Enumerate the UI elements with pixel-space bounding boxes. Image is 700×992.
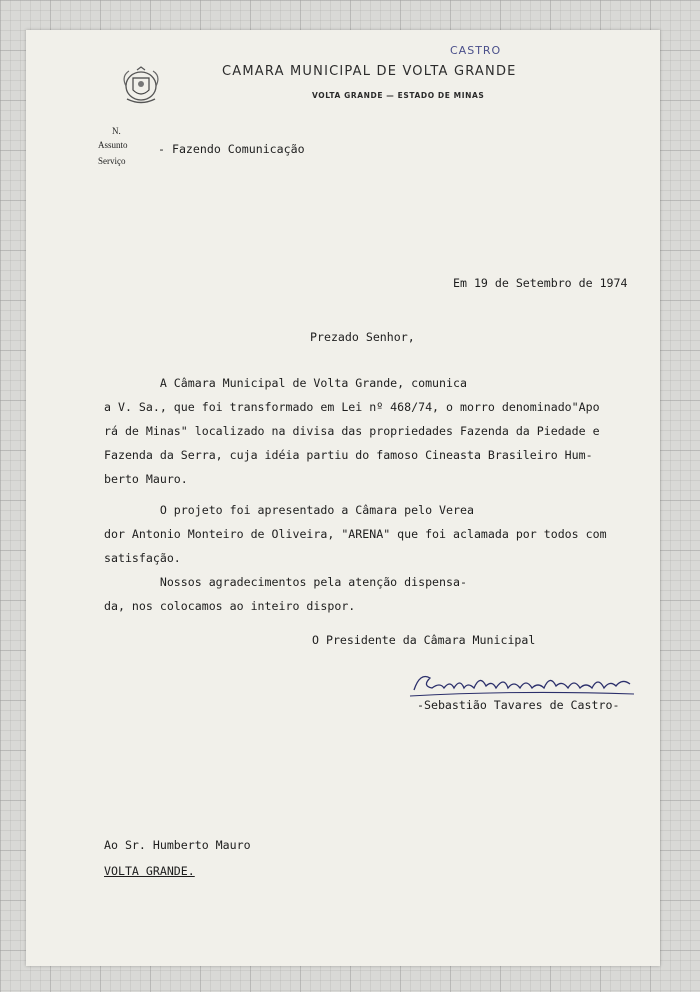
subject-label: Assunto: [98, 140, 128, 150]
signatory-name: -Sebastião Tavares de Castro-: [417, 698, 620, 712]
paragraph-2-line-3: satisfação.: [104, 551, 181, 565]
paragraph-1-line-3: rá de Minas" localizado na divisa das propriedades Fazenda da Piedade e: [104, 424, 600, 438]
paragraph-1-line-4: Fazenda da Serra, cuja idéia partiu do famoso Cineasta Brasileiro Hum-: [104, 448, 593, 462]
paragraph-3-line-2: da, nos colocamos ao inteiro dispor.: [104, 599, 356, 613]
letterhead-subtitle: VOLTA GRANDE — ESTADO DE MINAS: [312, 91, 485, 100]
handwritten-annotation: CASTRO: [450, 44, 502, 57]
coat-of-arms-icon: [119, 66, 163, 108]
paragraph-1-line-2: a V. Sa., que foi transformado em Lei nº 468/74, o morro denominado"Apo: [104, 400, 600, 414]
recipient-name: Ao Sr. Humberto Mauro: [104, 838, 251, 852]
paragraph-1-line-1: A Câmara Municipal de Volta Grande, comunica: [104, 376, 467, 390]
paragraph-2-line-2: dor Antonio Monteiro de Oliveira, "ARENA" que foi aclamada por todos com: [104, 527, 607, 541]
closing-title: O Presidente da Câmara Municipal: [312, 633, 536, 647]
subject-text: - Fazendo Comunicação: [158, 142, 305, 156]
number-label: N.: [112, 126, 121, 136]
paragraph-1-line-5: berto Mauro.: [104, 472, 188, 486]
letter-date: Em 19 de Setembro de 1974: [453, 276, 628, 290]
recipient-city: VOLTA GRANDE.: [104, 864, 195, 878]
salutation: Prezado Senhor,: [310, 330, 415, 344]
service-label: Serviço: [98, 156, 126, 166]
letterhead-title: CAMARA MUNICIPAL DE VOLTA GRANDE: [222, 64, 517, 79]
handwritten-signature: [408, 668, 638, 702]
paragraph-2-line-1: O projeto foi apresentado a Câmara pelo Verea: [104, 503, 474, 517]
letter-sheet: [26, 30, 660, 966]
paragraph-3-line-1: Nossos agradecimentos pela atenção dispensa-: [104, 575, 467, 589]
